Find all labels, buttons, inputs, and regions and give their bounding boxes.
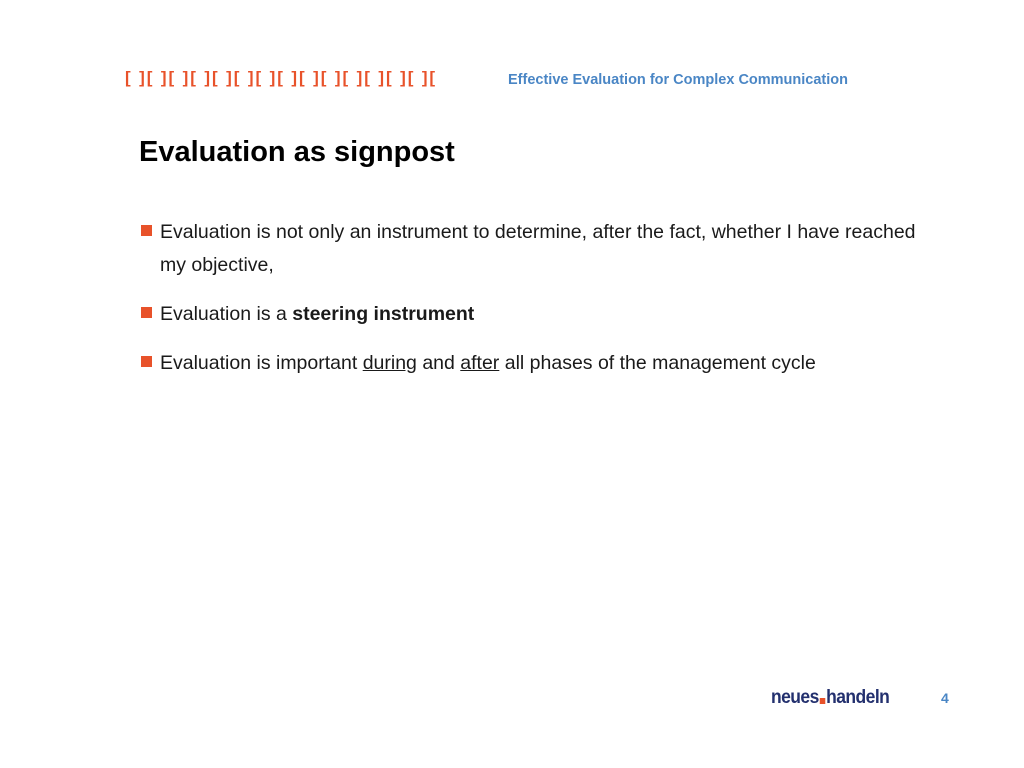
bullet-square-icon: [141, 356, 152, 367]
logo-text-left: neues: [771, 687, 819, 708]
logo-dot-icon: [820, 698, 826, 704]
page-title: Evaluation as signpost: [139, 136, 455, 168]
bullet-text: Evaluation is a: [160, 303, 293, 325]
neues-handeln-logo: [771, 687, 889, 709]
list-item: [139, 216, 939, 282]
bullet-square-icon: [141, 225, 152, 236]
bracket-decoration: [ ][ ][ ][ ][ ][ ][ ][ ][ ][ ][ ][ ][ ][ ][: [125, 68, 437, 87]
header-title: Effective Evaluation for Complex Communication: [508, 72, 848, 88]
page-number: 4: [941, 690, 949, 706]
bullet-text: and: [416, 352, 461, 374]
bullet-bold-text: steering instrument: [292, 303, 475, 325]
bullet-text: Evaluation is not only an instrument to determine, after the fact, whether I have reached my objective,: [160, 221, 916, 276]
bullet-list: [139, 216, 939, 380]
bullet-square-icon: [141, 307, 152, 318]
bullet-underlined-text: during: [362, 352, 417, 374]
bullet-text: all phases of the management cycle: [499, 352, 816, 374]
bullet-underlined-text: after: [460, 352, 500, 374]
list-item: [139, 298, 939, 331]
logo-text-right: handeln: [826, 687, 890, 708]
bullet-text: Evaluation is important: [160, 352, 363, 374]
list-item: [139, 347, 939, 380]
